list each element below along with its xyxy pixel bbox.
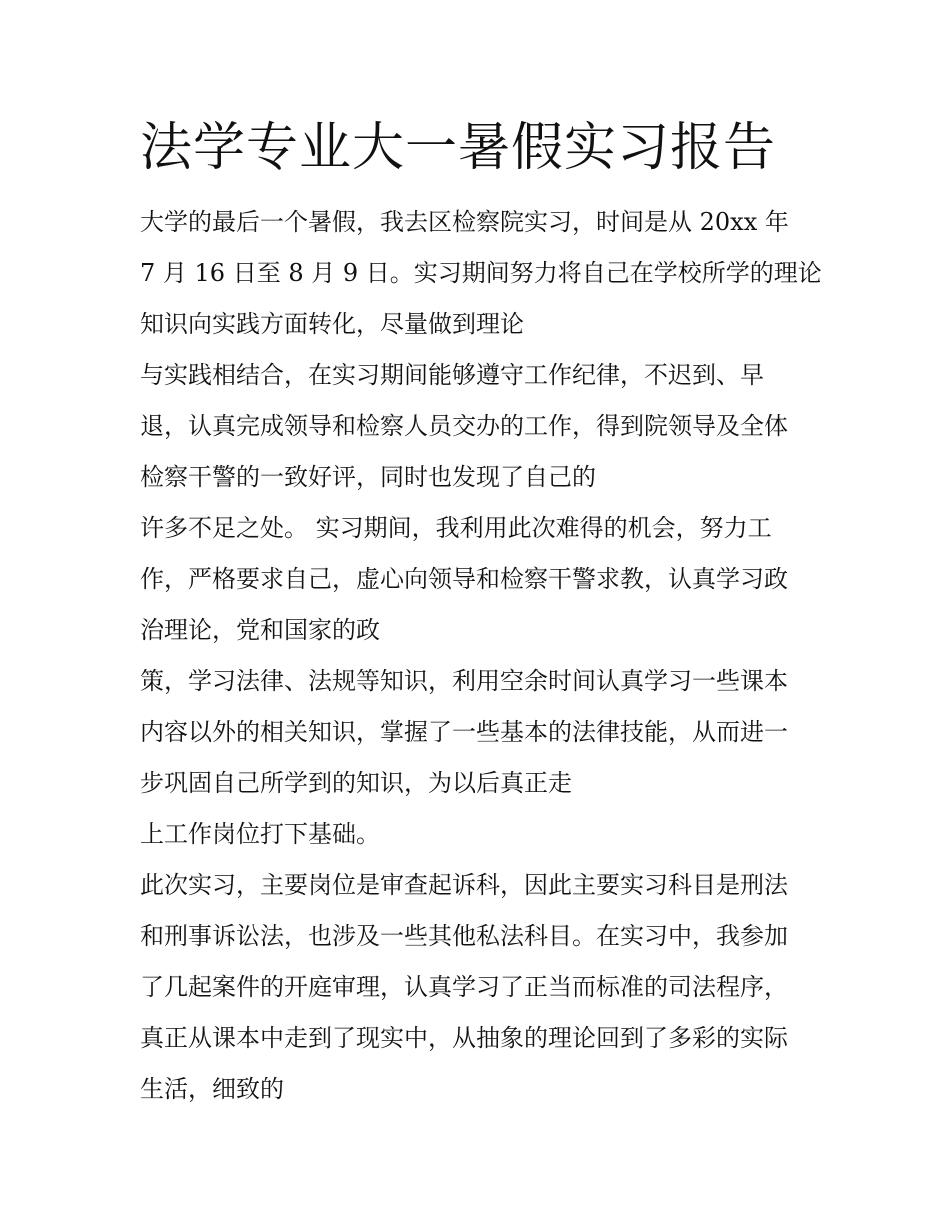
body-line: 真正从课本中走到了现实中，从抽象的理论回到了多彩的实际 bbox=[140, 1024, 788, 1052]
document-title: 法学专业大一暑假实习报告 bbox=[140, 118, 777, 178]
body-line: 7 月 16 日至 8 月 9 日。实习期间努力将自己在学校所学的理论 bbox=[140, 259, 822, 287]
body-line: 检察干警的一致好评，同时也发现了自己的 bbox=[140, 463, 596, 491]
body-line: 生活，细致的 bbox=[140, 1075, 284, 1103]
body-line: 了几起案件的开庭审理，认真学习了正当而标准的司法程序， bbox=[140, 973, 788, 1001]
body-line: 此次实习，主要岗位是审查起诉科，因此主要实习科目是刑法 bbox=[140, 871, 788, 899]
body-line: 步巩固自己所学到的知识，为以后真正走 bbox=[140, 769, 572, 797]
body-line: 知识向实践方面转化，尽量做到理论 bbox=[140, 310, 524, 338]
body-line: 内容以外的相关知识，掌握了一些基本的法律技能，从而进一 bbox=[140, 718, 788, 746]
body-line: 治理论，党和国家的政 bbox=[140, 616, 380, 644]
body-line: 许多不足之处。 实习期间，我利用此次难得的机会，努力工 bbox=[140, 514, 772, 542]
body-line: 大学的最后一个暑假，我去区检察院实习，时间是从 20xx 年 bbox=[140, 208, 789, 236]
body-line: 退，认真完成领导和检察人员交办的工作，得到院领导及全体 bbox=[140, 412, 788, 440]
body-line: 与实践相结合，在实习期间能够遵守工作纪律，不迟到、早 bbox=[140, 361, 764, 389]
body-line: 策，学习法律、法规等知识，利用空余时间认真学习一些课本 bbox=[140, 667, 788, 695]
body-line: 上工作岗位打下基础。 bbox=[140, 820, 380, 848]
body-line: 作，严格要求自己，虚心向领导和检察干警求教，认真学习政 bbox=[140, 565, 788, 593]
body-line: 和刑事诉讼法，也涉及一些其他私法科目。在实习中，我参加 bbox=[140, 922, 788, 950]
